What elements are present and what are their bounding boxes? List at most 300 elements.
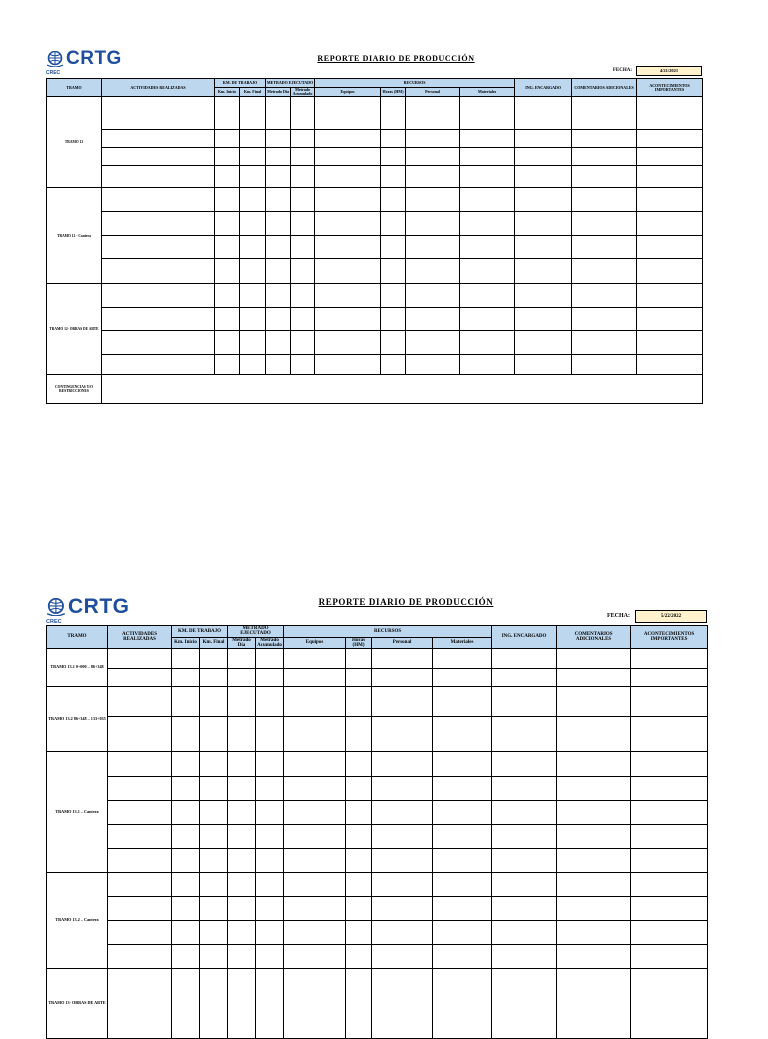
- cell[interactable]: [372, 969, 433, 1039]
- cell[interactable]: [572, 166, 637, 188]
- cell[interactable]: [200, 752, 228, 777]
- cell[interactable]: [200, 649, 228, 669]
- contingencias-field[interactable]: [102, 375, 703, 404]
- cell[interactable]: [102, 212, 215, 236]
- cell[interactable]: [381, 188, 406, 212]
- cell[interactable]: [291, 236, 315, 259]
- cell[interactable]: [346, 897, 372, 921]
- cell[interactable]: [240, 355, 266, 375]
- cell[interactable]: [315, 308, 381, 331]
- cell[interactable]: [346, 717, 372, 752]
- cell[interactable]: [240, 130, 266, 148]
- cell[interactable]: [346, 669, 372, 687]
- cell[interactable]: [372, 687, 433, 717]
- cell[interactable]: [102, 148, 215, 166]
- cell[interactable]: [284, 897, 346, 921]
- cell[interactable]: [200, 825, 228, 849]
- cell[interactable]: [172, 849, 200, 873]
- cell[interactable]: [381, 331, 406, 355]
- cell[interactable]: [631, 825, 708, 849]
- cell[interactable]: [381, 355, 406, 375]
- cell[interactable]: [240, 212, 266, 236]
- cell[interactable]: [256, 945, 284, 969]
- cell[interactable]: [372, 669, 433, 687]
- cell[interactable]: [460, 236, 515, 259]
- cell[interactable]: [228, 873, 256, 897]
- cell[interactable]: [172, 669, 200, 687]
- cell[interactable]: [215, 259, 240, 284]
- cell[interactable]: [240, 308, 266, 331]
- cell[interactable]: [315, 166, 381, 188]
- cell[interactable]: [228, 717, 256, 752]
- cell[interactable]: [108, 687, 172, 717]
- cell[interactable]: [240, 97, 266, 130]
- cell[interactable]: [637, 236, 703, 259]
- cell[interactable]: [215, 166, 240, 188]
- cell[interactable]: [315, 130, 381, 148]
- cell[interactable]: [266, 331, 291, 355]
- cell[interactable]: [372, 849, 433, 873]
- cell[interactable]: [108, 873, 172, 897]
- cell[interactable]: [228, 897, 256, 921]
- cell[interactable]: [291, 148, 315, 166]
- cell[interactable]: [228, 669, 256, 687]
- cell[interactable]: [406, 148, 460, 166]
- cell[interactable]: [256, 669, 284, 687]
- cell[interactable]: [108, 897, 172, 921]
- cell[interactable]: [557, 669, 631, 687]
- cell[interactable]: [256, 717, 284, 752]
- cell[interactable]: [572, 284, 637, 308]
- cell[interactable]: [637, 212, 703, 236]
- cell[interactable]: [637, 97, 703, 130]
- cell[interactable]: [172, 969, 200, 1039]
- cell[interactable]: [433, 717, 492, 752]
- cell[interactable]: [515, 236, 572, 259]
- cell[interactable]: [515, 97, 572, 130]
- cell[interactable]: [515, 212, 572, 236]
- cell[interactable]: [315, 259, 381, 284]
- cell[interactable]: [291, 212, 315, 236]
- cell[interactable]: [515, 259, 572, 284]
- cell[interactable]: [433, 945, 492, 969]
- cell[interactable]: [200, 873, 228, 897]
- cell[interactable]: [433, 752, 492, 777]
- cell[interactable]: [515, 284, 572, 308]
- cell[interactable]: [572, 259, 637, 284]
- cell[interactable]: [406, 355, 460, 375]
- cell[interactable]: [492, 921, 557, 945]
- cell[interactable]: [346, 801, 372, 825]
- cell[interactable]: [515, 166, 572, 188]
- cell[interactable]: [291, 331, 315, 355]
- cell[interactable]: [572, 236, 637, 259]
- cell[interactable]: [291, 130, 315, 148]
- cell[interactable]: [228, 752, 256, 777]
- cell[interactable]: [108, 825, 172, 849]
- cell[interactable]: [228, 777, 256, 801]
- cell[interactable]: [637, 355, 703, 375]
- cell[interactable]: [557, 687, 631, 717]
- cell[interactable]: [228, 945, 256, 969]
- cell[interactable]: [492, 873, 557, 897]
- cell[interactable]: [433, 669, 492, 687]
- cell[interactable]: [200, 969, 228, 1039]
- cell[interactable]: [572, 355, 637, 375]
- cell[interactable]: [108, 777, 172, 801]
- cell[interactable]: [266, 166, 291, 188]
- cell[interactable]: [637, 130, 703, 148]
- cell[interactable]: [291, 188, 315, 212]
- cell[interactable]: [460, 212, 515, 236]
- cell[interactable]: [492, 945, 557, 969]
- cell[interactable]: [200, 945, 228, 969]
- cell[interactable]: [346, 777, 372, 801]
- cell[interactable]: [291, 259, 315, 284]
- cell[interactable]: [372, 897, 433, 921]
- cell[interactable]: [284, 717, 346, 752]
- cell[interactable]: [557, 752, 631, 777]
- cell[interactable]: [215, 130, 240, 148]
- cell[interactable]: [200, 921, 228, 945]
- cell[interactable]: [406, 130, 460, 148]
- cell[interactable]: [215, 308, 240, 331]
- cell[interactable]: [172, 945, 200, 969]
- cell[interactable]: [515, 331, 572, 355]
- cell[interactable]: [492, 777, 557, 801]
- cell[interactable]: [240, 331, 266, 355]
- cell[interactable]: [108, 717, 172, 752]
- cell[interactable]: [108, 945, 172, 969]
- date-field[interactable]: 5/22/2022: [635, 610, 707, 623]
- cell[interactable]: [172, 897, 200, 921]
- cell[interactable]: [256, 752, 284, 777]
- cell[interactable]: [108, 752, 172, 777]
- cell[interactable]: [381, 148, 406, 166]
- cell[interactable]: [631, 849, 708, 873]
- cell[interactable]: [631, 801, 708, 825]
- cell[interactable]: [256, 849, 284, 873]
- cell[interactable]: [291, 308, 315, 331]
- cell[interactable]: [256, 801, 284, 825]
- cell[interactable]: [557, 969, 631, 1039]
- cell[interactable]: [256, 897, 284, 921]
- cell[interactable]: [492, 897, 557, 921]
- cell[interactable]: [492, 669, 557, 687]
- cell[interactable]: [102, 308, 215, 331]
- cell[interactable]: [631, 777, 708, 801]
- cell[interactable]: [557, 849, 631, 873]
- cell[interactable]: [200, 717, 228, 752]
- cell[interactable]: [406, 212, 460, 236]
- cell[interactable]: [372, 752, 433, 777]
- cell[interactable]: [215, 148, 240, 166]
- cell[interactable]: [315, 148, 381, 166]
- cell[interactable]: [240, 284, 266, 308]
- cell[interactable]: [240, 148, 266, 166]
- cell[interactable]: [315, 97, 381, 130]
- cell[interactable]: [315, 236, 381, 259]
- cell[interactable]: [172, 873, 200, 897]
- cell[interactable]: [284, 649, 346, 669]
- cell[interactable]: [284, 687, 346, 717]
- cell[interactable]: [284, 969, 346, 1039]
- cell[interactable]: [460, 308, 515, 331]
- cell[interactable]: [284, 801, 346, 825]
- cell[interactable]: [266, 236, 291, 259]
- cell[interactable]: [492, 801, 557, 825]
- cell[interactable]: [228, 801, 256, 825]
- cell[interactable]: [346, 687, 372, 717]
- cell[interactable]: [381, 97, 406, 130]
- cell[interactable]: [637, 331, 703, 355]
- cell[interactable]: [315, 355, 381, 375]
- cell[interactable]: [346, 969, 372, 1039]
- cell[interactable]: [108, 649, 172, 669]
- cell[interactable]: [102, 355, 215, 375]
- cell[interactable]: [240, 259, 266, 284]
- cell[interactable]: [372, 801, 433, 825]
- cell[interactable]: [460, 355, 515, 375]
- cell[interactable]: [215, 188, 240, 212]
- cell[interactable]: [515, 130, 572, 148]
- cell[interactable]: [172, 777, 200, 801]
- cell[interactable]: [406, 308, 460, 331]
- cell[interactable]: [637, 259, 703, 284]
- cell[interactable]: [240, 236, 266, 259]
- cell[interactable]: [102, 259, 215, 284]
- cell[interactable]: [406, 259, 460, 284]
- cell[interactable]: [372, 921, 433, 945]
- cell[interactable]: [284, 921, 346, 945]
- cell[interactable]: [433, 649, 492, 669]
- cell[interactable]: [557, 873, 631, 897]
- cell[interactable]: [291, 284, 315, 308]
- cell[interactable]: [102, 331, 215, 355]
- cell[interactable]: [492, 849, 557, 873]
- cell[interactable]: [381, 236, 406, 259]
- cell[interactable]: [557, 801, 631, 825]
- cell[interactable]: [108, 969, 172, 1039]
- cell[interactable]: [557, 777, 631, 801]
- cell[interactable]: [108, 849, 172, 873]
- cell[interactable]: [172, 801, 200, 825]
- cell[interactable]: [572, 97, 637, 130]
- cell[interactable]: [346, 649, 372, 669]
- cell[interactable]: [108, 669, 172, 687]
- cell[interactable]: [215, 284, 240, 308]
- cell[interactable]: [631, 752, 708, 777]
- cell[interactable]: [637, 148, 703, 166]
- cell[interactable]: [200, 687, 228, 717]
- cell[interactable]: [372, 945, 433, 969]
- cell[interactable]: [557, 897, 631, 921]
- cell[interactable]: [266, 148, 291, 166]
- cell[interactable]: [406, 284, 460, 308]
- cell[interactable]: [102, 284, 215, 308]
- cell[interactable]: [266, 355, 291, 375]
- cell[interactable]: [172, 825, 200, 849]
- cell[interactable]: [406, 331, 460, 355]
- cell[interactable]: [492, 649, 557, 669]
- cell[interactable]: [172, 921, 200, 945]
- cell[interactable]: [266, 308, 291, 331]
- cell[interactable]: [315, 331, 381, 355]
- cell[interactable]: [631, 969, 708, 1039]
- cell[interactable]: [372, 649, 433, 669]
- cell[interactable]: [215, 355, 240, 375]
- cell[interactable]: [433, 921, 492, 945]
- cell[interactable]: [631, 945, 708, 969]
- cell[interactable]: [433, 897, 492, 921]
- cell[interactable]: [256, 969, 284, 1039]
- cell[interactable]: [228, 825, 256, 849]
- cell[interactable]: [102, 188, 215, 212]
- cell[interactable]: [228, 921, 256, 945]
- cell[interactable]: [215, 236, 240, 259]
- cell[interactable]: [372, 873, 433, 897]
- cell[interactable]: [381, 130, 406, 148]
- cell[interactable]: [172, 649, 200, 669]
- cell[interactable]: [637, 166, 703, 188]
- cell[interactable]: [460, 166, 515, 188]
- cell[interactable]: [557, 921, 631, 945]
- cell[interactable]: [228, 687, 256, 717]
- cell[interactable]: [172, 687, 200, 717]
- cell[interactable]: [102, 166, 215, 188]
- cell[interactable]: [102, 130, 215, 148]
- cell[interactable]: [631, 921, 708, 945]
- cell[interactable]: [460, 130, 515, 148]
- cell[interactable]: [284, 777, 346, 801]
- cell[interactable]: [557, 945, 631, 969]
- cell[interactable]: [572, 331, 637, 355]
- cell[interactable]: [637, 284, 703, 308]
- cell[interactable]: [631, 669, 708, 687]
- cell[interactable]: [266, 130, 291, 148]
- cell[interactable]: [433, 801, 492, 825]
- cell[interactable]: [291, 97, 315, 130]
- cell[interactable]: [200, 897, 228, 921]
- cell[interactable]: [372, 777, 433, 801]
- cell[interactable]: [381, 259, 406, 284]
- cell[interactable]: [266, 259, 291, 284]
- cell[interactable]: [346, 945, 372, 969]
- cell[interactable]: [346, 873, 372, 897]
- cell[interactable]: [200, 801, 228, 825]
- cell[interactable]: [637, 188, 703, 212]
- cell[interactable]: [346, 849, 372, 873]
- cell[interactable]: [515, 188, 572, 212]
- cell[interactable]: [433, 825, 492, 849]
- cell[interactable]: [266, 97, 291, 130]
- date-field[interactable]: 4/21/2021: [636, 66, 702, 76]
- cell[interactable]: [433, 849, 492, 873]
- cell[interactable]: [256, 873, 284, 897]
- cell[interactable]: [102, 97, 215, 130]
- cell[interactable]: [284, 849, 346, 873]
- cell[interactable]: [631, 649, 708, 669]
- cell[interactable]: [381, 212, 406, 236]
- cell[interactable]: [346, 825, 372, 849]
- cell[interactable]: [460, 148, 515, 166]
- cell[interactable]: [172, 752, 200, 777]
- cell[interactable]: [266, 284, 291, 308]
- cell[interactable]: [572, 148, 637, 166]
- cell[interactable]: [240, 166, 266, 188]
- cell[interactable]: [372, 717, 433, 752]
- cell[interactable]: [557, 649, 631, 669]
- cell[interactable]: [492, 717, 557, 752]
- cell[interactable]: [284, 873, 346, 897]
- cell[interactable]: [315, 212, 381, 236]
- cell[interactable]: [460, 284, 515, 308]
- cell[interactable]: [433, 873, 492, 897]
- cell[interactable]: [228, 649, 256, 669]
- cell[interactable]: [406, 97, 460, 130]
- cell[interactable]: [460, 97, 515, 130]
- cell[interactable]: [228, 969, 256, 1039]
- cell[interactable]: [515, 355, 572, 375]
- cell[interactable]: [256, 777, 284, 801]
- cell[interactable]: [460, 259, 515, 284]
- cell[interactable]: [572, 308, 637, 331]
- cell[interactable]: [631, 717, 708, 752]
- cell[interactable]: [631, 897, 708, 921]
- cell[interactable]: [460, 331, 515, 355]
- cell[interactable]: [406, 236, 460, 259]
- cell[interactable]: [256, 921, 284, 945]
- cell[interactable]: [515, 148, 572, 166]
- cell[interactable]: [460, 188, 515, 212]
- cell[interactable]: [266, 188, 291, 212]
- cell[interactable]: [346, 752, 372, 777]
- cell[interactable]: [557, 825, 631, 849]
- cell[interactable]: [172, 717, 200, 752]
- cell[interactable]: [291, 355, 315, 375]
- cell[interactable]: [108, 921, 172, 945]
- cell[interactable]: [108, 801, 172, 825]
- cell[interactable]: [215, 212, 240, 236]
- cell[interactable]: [492, 752, 557, 777]
- cell[interactable]: [240, 188, 266, 212]
- cell[interactable]: [346, 921, 372, 945]
- cell[interactable]: [200, 669, 228, 687]
- cell[interactable]: [572, 212, 637, 236]
- cell[interactable]: [315, 188, 381, 212]
- cell[interactable]: [637, 308, 703, 331]
- cell[interactable]: [372, 825, 433, 849]
- cell[interactable]: [315, 284, 381, 308]
- cell[interactable]: [433, 969, 492, 1039]
- cell[interactable]: [215, 97, 240, 130]
- cell[interactable]: [102, 236, 215, 259]
- cell[interactable]: [515, 308, 572, 331]
- cell[interactable]: [572, 188, 637, 212]
- cell[interactable]: [492, 687, 557, 717]
- cell[interactable]: [381, 166, 406, 188]
- cell[interactable]: [266, 212, 291, 236]
- cell[interactable]: [572, 130, 637, 148]
- cell[interactable]: [433, 777, 492, 801]
- cell[interactable]: [256, 825, 284, 849]
- cell[interactable]: [492, 825, 557, 849]
- cell[interactable]: [557, 717, 631, 752]
- cell[interactable]: [256, 687, 284, 717]
- cell[interactable]: [381, 308, 406, 331]
- cell[interactable]: [256, 649, 284, 669]
- cell[interactable]: [284, 825, 346, 849]
